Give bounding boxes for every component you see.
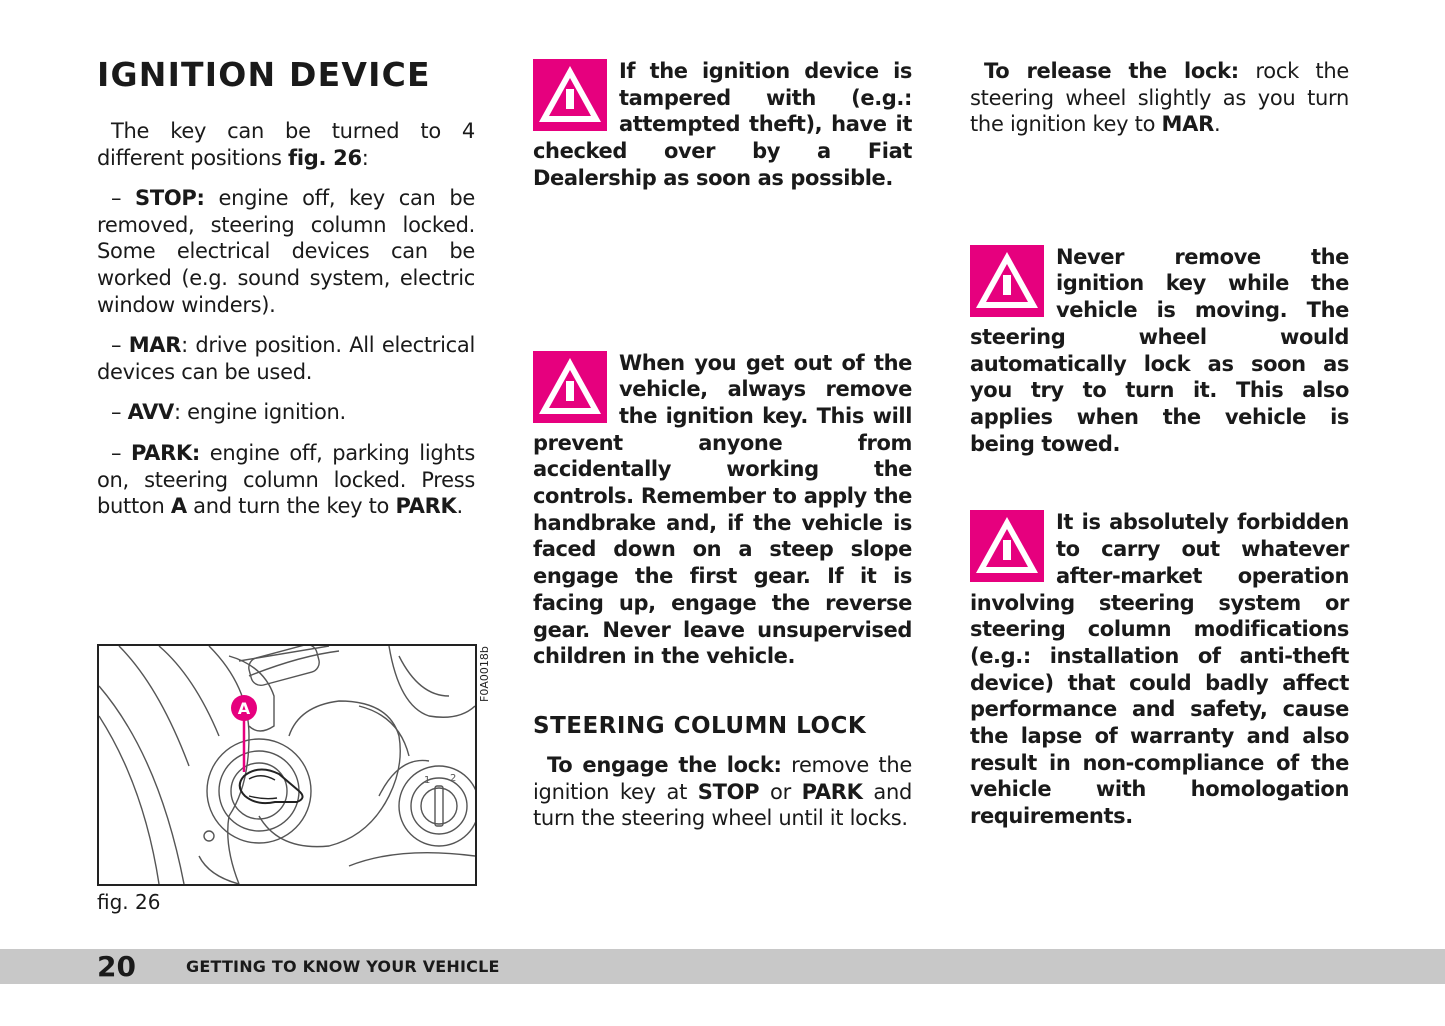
warning-triangle-icon bbox=[533, 59, 607, 131]
warning-tamper: If the ignition device is tampered with (e.g.: attempted theft), have it checked over by a Fiat Dealership as soon as possible. bbox=[533, 59, 912, 190]
column-right bbox=[970, 58, 1349, 830]
position-avv: – AVV: engine ignition. bbox=[111, 400, 346, 425]
page-footer bbox=[0, 949, 1445, 984]
position-stop: – STOP: engine off, key can be removed, steering column locked. Some electrical devices can be worked (e.g. sound system, electric window winders). bbox=[97, 186, 475, 317]
warning-triangle-icon bbox=[970, 510, 1044, 582]
intro-paragraph: The key can be turned to 4 different positions fig. 26: bbox=[97, 119, 475, 170]
dial-number-2: 2 bbox=[450, 773, 457, 784]
warning-moving: Never remove the ignition key while the vehicle is moving. The steering wheel would automatically lock as soon as you try to turn it. This also applies when the vehicle is being towed. bbox=[970, 244, 1349, 456]
figure-caption: fig. 26 bbox=[97, 890, 161, 914]
page-heading: IGNITION DEVICE bbox=[97, 55, 431, 94]
section-title: GETTING TO KNOW YOUR VEHICLE bbox=[186, 957, 500, 976]
warning-triangle-icon bbox=[533, 351, 607, 423]
ignition-illustration bbox=[99, 646, 475, 884]
position-park: – PARK: engine off, parking lights on, steering column locked. Press button A and turn the key to PARK. bbox=[97, 440, 475, 519]
svg-text:F0A0018b: F0A0018b bbox=[478, 646, 491, 702]
engage-lock-paragraph: To engage the lock: remove the ignition key at STOP or PARK and turn the steering wheel until it locks. bbox=[533, 752, 913, 831]
callout-a: A bbox=[237, 699, 251, 718]
figure-code bbox=[475, 646, 493, 702]
position-mar: – MAR: drive position. All electrical devices can be used. bbox=[97, 333, 475, 384]
warning-leave-vehicle: When you get out of the vehicle, always remove the ignition key. This will prevent anyone from accidentally working the controls. Remember to apply the handbrake and, if the vehicle is faced down on a steep slope engage the first gear. If it is facing up, engage the reverse gear. Never leave unsupervised children in the vehicle. bbox=[533, 350, 912, 669]
column-left bbox=[97, 55, 475, 520]
page-number: 20 bbox=[97, 950, 136, 983]
ignition-figure bbox=[97, 644, 477, 886]
warning-aftermarket: It is absolutely forbidden to carry out whatever after-market operation involving steering system or steering column modifications (e.g.: installation of anti-theft device) that could badly affect performance and safety, cause the lapse of warranty and also result in non-compliance of the vehicle with homologation requirements. bbox=[970, 510, 1349, 829]
warning-triangle-icon bbox=[970, 245, 1044, 317]
dial-number-1: 1 bbox=[424, 775, 431, 786]
steering-lock-heading: STEERING COLUMN LOCK bbox=[533, 712, 867, 739]
column-middle bbox=[533, 58, 912, 832]
release-lock-paragraph: To release the lock: rock the steering wheel slightly as you turn the ignition key to MAR. bbox=[970, 59, 1349, 137]
